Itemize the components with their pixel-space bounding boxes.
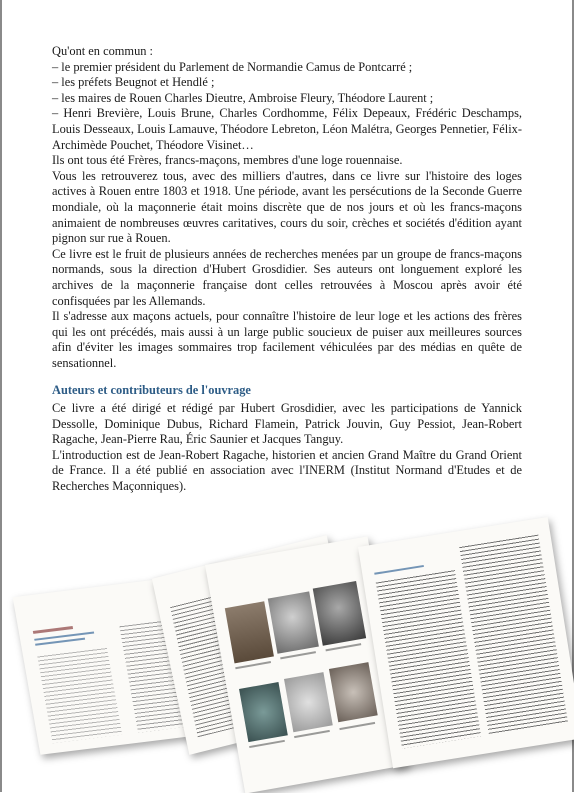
book-page-front-right-text xyxy=(358,517,574,768)
book-period-paragraph: Vous les retrouverez tous, avec des milliers d'autres, dans ce livre sur l'histoire des loges actives à Rouen entre 1803 et 1918. Une période, avant les persécutions de la Seconde Guerre mondiale, où la maçonnerie était moins discrète que de nos jours et où les francs-maçons animaient de nombreuses œuvres caritatives, cours du soir, crèches et sociétés d'édition ayant pignon sur rue à Rouen. xyxy=(52,168,522,246)
authors-paragraph: Ce livre a été dirigé et rédigé par Hubert Grosdidier, avec les participations de Yannick Dessolle, Dominique Dubus, Richard Flamein, Patrick Jouvin, Guy Pessiot, Jean-Robert Ragache, Jean-Pierre Rau, Éric Saunier et Jacques Tanguy. xyxy=(52,401,522,447)
page-title-mark xyxy=(33,626,73,634)
freres-statement: Ils ont tous été Frères, francs-maçons, membres d'une loge rouennaise. xyxy=(52,153,403,168)
description-text xyxy=(52,44,522,495)
list-item-maires: – les maires de Rouen Charles Dieutre, Ambroise Fleury, Théodore Laurent ; xyxy=(52,90,434,105)
intro-question: Qu'ont en commun : xyxy=(52,44,154,58)
text-column xyxy=(37,646,122,743)
photo-medallion-2 xyxy=(284,672,333,732)
list-item-prefets: – les préfets Beugnot et Hendlé ; xyxy=(52,75,215,90)
book-spread-illustration xyxy=(0,515,574,792)
list-item-president: – le premier président du Parlement de Normandie Camus de Pontcarré ; xyxy=(52,59,413,74)
photo-portrait-1 xyxy=(268,591,319,653)
research-paragraph: Ce livre est le fruit de plusieurs années de recherches menées par un groupe de francs-maçons normands, sous la direction d'Hubert Grosdidier. Ses auteurs ont longuement exploré les archives de la maçonnerie française dont celles retrouvées à Moscou après avoir été confisquées par les Allemands. xyxy=(52,246,522,308)
audience-paragraph: Il s'adresse aux maçons actuels, pour connaître l'histoire de leur loge et les actions des frères qui les ont précédés, mais aussi à un large public soucieux de puiser aux meilleures sources afin d'éviter les images sommaires trop facilement véhiculées par des médias en quête de sensationnel. xyxy=(52,309,522,370)
introduction-paragraph: L'introduction est de Jean-Robert Ragache, historien et ancien Grand Maître du Grand Orient de France. Il a été publié en association avec l'INERM (Institut Normand d'Etudes et de Recherches Maçonniques). xyxy=(52,447,522,494)
caption-line xyxy=(339,722,375,730)
photo-building xyxy=(225,601,274,663)
section-heading-authors: Auteurs et contributeurs de l'ouvrage xyxy=(52,383,251,398)
photo-medallion-1 xyxy=(239,682,288,742)
text-column xyxy=(375,568,481,748)
list-item-names: – Henri Brevière, Louis Brune, Charles Cordhomme, Félix Depeaux, Frédéric Deschamps, Louis Desseaux, Louis Lamauve, Théodore Lebreton, Léon Malétra, Georges Pennetier, Félix-Archimède Pouchet, Théodore Visinet… xyxy=(52,106,522,152)
photo-portrait-2 xyxy=(313,581,366,646)
photo-medallion-3 xyxy=(329,662,378,722)
